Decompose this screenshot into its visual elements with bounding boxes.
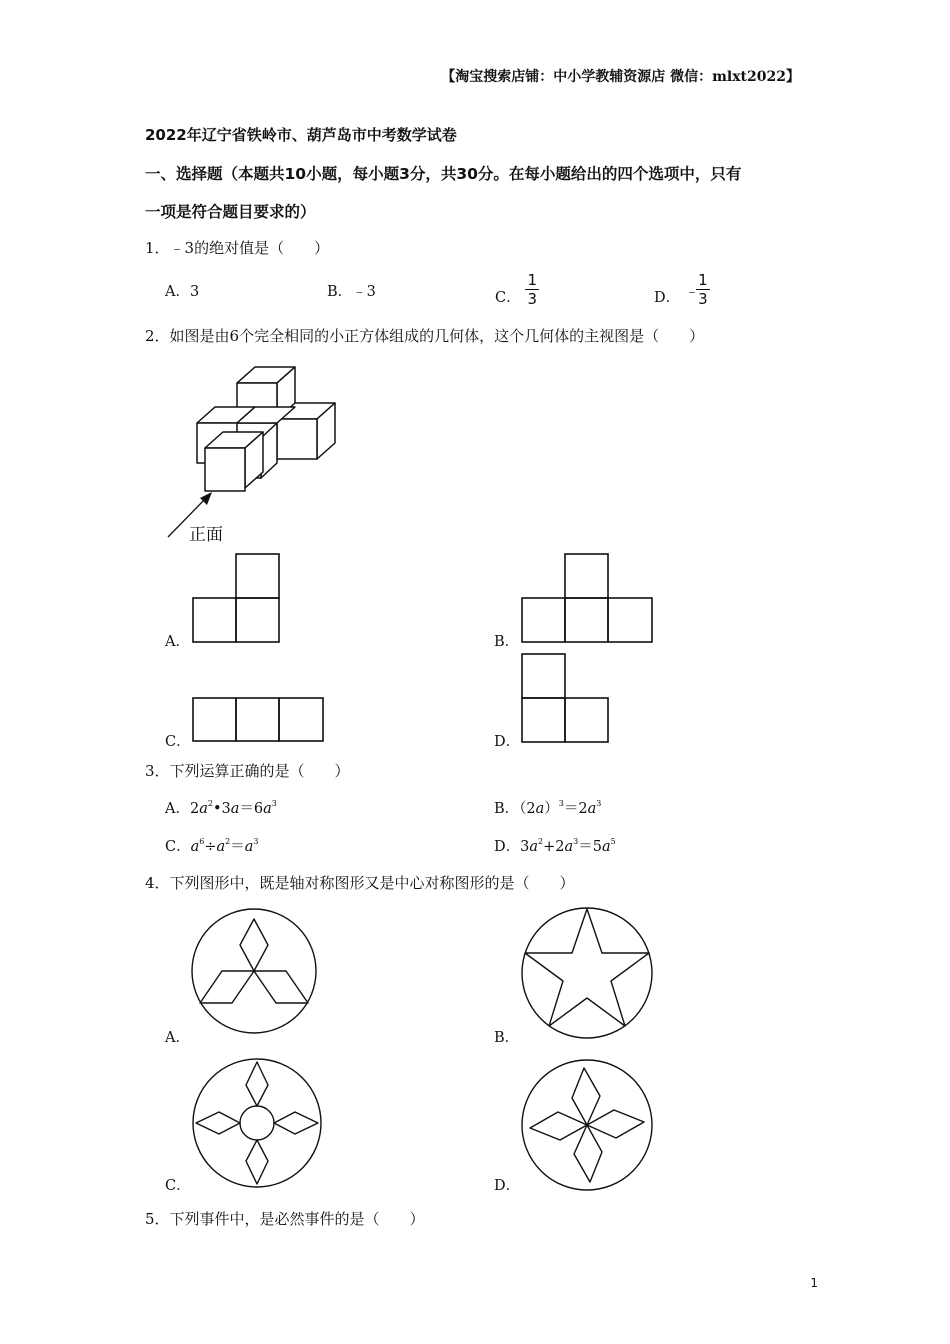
expr-variable: a xyxy=(190,839,200,855)
q1-option-c-fraction xyxy=(525,272,539,307)
page-number: 1 xyxy=(810,1276,818,1290)
fraction-denominator: 3 xyxy=(527,290,537,308)
q1-option-d xyxy=(654,272,710,307)
expr-exponent: 3 xyxy=(573,837,579,846)
question-1-stem: 1．﹣3的绝对值是（ ） xyxy=(145,239,330,257)
q1-option-d-sign: ﹣ xyxy=(684,283,700,300)
expr-variable: a xyxy=(263,801,272,817)
expr-exponent: 6 xyxy=(199,837,205,846)
q4-option-d-figure xyxy=(520,1060,654,1194)
q1-option-b: B．﹣3 xyxy=(327,284,376,300)
expr-exponent: 5 xyxy=(610,837,616,846)
expr-part: ＝6 xyxy=(239,801,264,817)
q4-option-b-label: B． xyxy=(494,1030,520,1046)
q2-option-a-view xyxy=(192,553,282,643)
expr-variable: a xyxy=(199,801,208,817)
expr-part: •3 xyxy=(212,801,231,817)
exam-title: 2022年辽宁省铁岭市、葫芦岛市中考数学试卷 xyxy=(145,126,457,144)
expr-part: 2 xyxy=(189,801,200,817)
q2-option-d-view xyxy=(521,653,611,743)
question-2-stem: 2．如图是由6个完全相同的小正方体组成的几何体，这个几何体的主视图是（ ） xyxy=(145,327,705,345)
q3-option-b xyxy=(494,797,601,818)
q2-option-d-label: D． xyxy=(494,734,521,750)
expr-part: +2 xyxy=(543,839,565,855)
q1-option-a: A．3 xyxy=(165,284,200,300)
q3-option-c xyxy=(165,835,259,856)
expr-variable: a xyxy=(587,801,597,817)
question-5-stem: 5．下列事件中，是必然事件的是（ ） xyxy=(145,1210,425,1228)
expr-variable: a xyxy=(535,801,545,817)
q2-option-b-view xyxy=(521,553,655,643)
q2-option-a-label: A． xyxy=(165,634,190,650)
q1-option-c xyxy=(495,272,539,307)
q4-option-a-figure xyxy=(190,907,320,1037)
option-label: A． xyxy=(165,801,190,817)
expr-exponent: 2 xyxy=(225,837,231,846)
q4-option-b-figure xyxy=(520,907,656,1043)
option-label: C． xyxy=(165,839,191,855)
expr-part: ＝5 xyxy=(578,839,602,855)
option-label: D． xyxy=(494,839,521,855)
expr-variable: a xyxy=(529,839,539,855)
section-heading-line2: 一项是符合题目要求的） xyxy=(145,203,316,221)
expr-part: 3 xyxy=(520,839,530,855)
expr-part: ） xyxy=(544,801,559,817)
expr-exponent: 3 xyxy=(596,799,602,808)
expr-part: ＝2 xyxy=(563,801,588,817)
cube-solid-figure xyxy=(160,360,350,545)
q4-option-c-figure xyxy=(191,1057,325,1191)
fraction-denominator: 3 xyxy=(698,290,708,308)
expr-variable: a xyxy=(244,839,254,855)
q4-option-d-label: D． xyxy=(494,1178,521,1194)
expr-variable: a xyxy=(601,839,611,855)
expr-variable: a xyxy=(230,801,240,817)
expr-exponent: 2 xyxy=(207,799,213,808)
fraction-numerator: 1 xyxy=(527,271,537,289)
expr-exponent: 3 xyxy=(253,837,259,846)
q4-option-a-label: A． xyxy=(165,1030,190,1046)
q1-option-c-label: C． xyxy=(495,289,521,306)
front-direction-label: 正面 xyxy=(189,525,223,545)
fraction-numerator: 1 xyxy=(698,271,708,289)
expr-exponent: 3 xyxy=(271,799,277,808)
expr-exponent: 3 xyxy=(558,799,564,808)
question-4-stem: 4．下列图形中，既是轴对称图形又是中心对称图形的是（ ） xyxy=(145,874,575,892)
expr-variable: a xyxy=(216,839,226,855)
expr-exponent: 2 xyxy=(538,837,544,846)
expr-part: ＝ xyxy=(230,839,245,855)
question-3-stem: 3．下列运算正确的是（ ） xyxy=(145,762,350,780)
expr-part: ÷ xyxy=(204,839,217,855)
option-label: B． xyxy=(494,801,520,817)
page-header: 【淘宝搜索店铺：中小学教辅资源店 微信：mlxt2022】 xyxy=(441,69,800,85)
q4-option-c-label: C． xyxy=(165,1178,191,1194)
q1-option-d-label: D． xyxy=(654,289,681,306)
q3-option-d xyxy=(494,835,616,856)
q3-option-a xyxy=(165,797,277,818)
section-heading-line1: 一、选择题（本题共10小题，每小题3分，共30分。在每小题给出的四个选项中，只有 xyxy=(145,165,742,183)
q2-option-b-label: B． xyxy=(494,634,520,650)
q2-option-c-view xyxy=(192,697,326,743)
q2-option-c-label: C． xyxy=(165,734,191,750)
expr-part: （2 xyxy=(519,801,536,817)
expr-variable: a xyxy=(564,839,574,855)
